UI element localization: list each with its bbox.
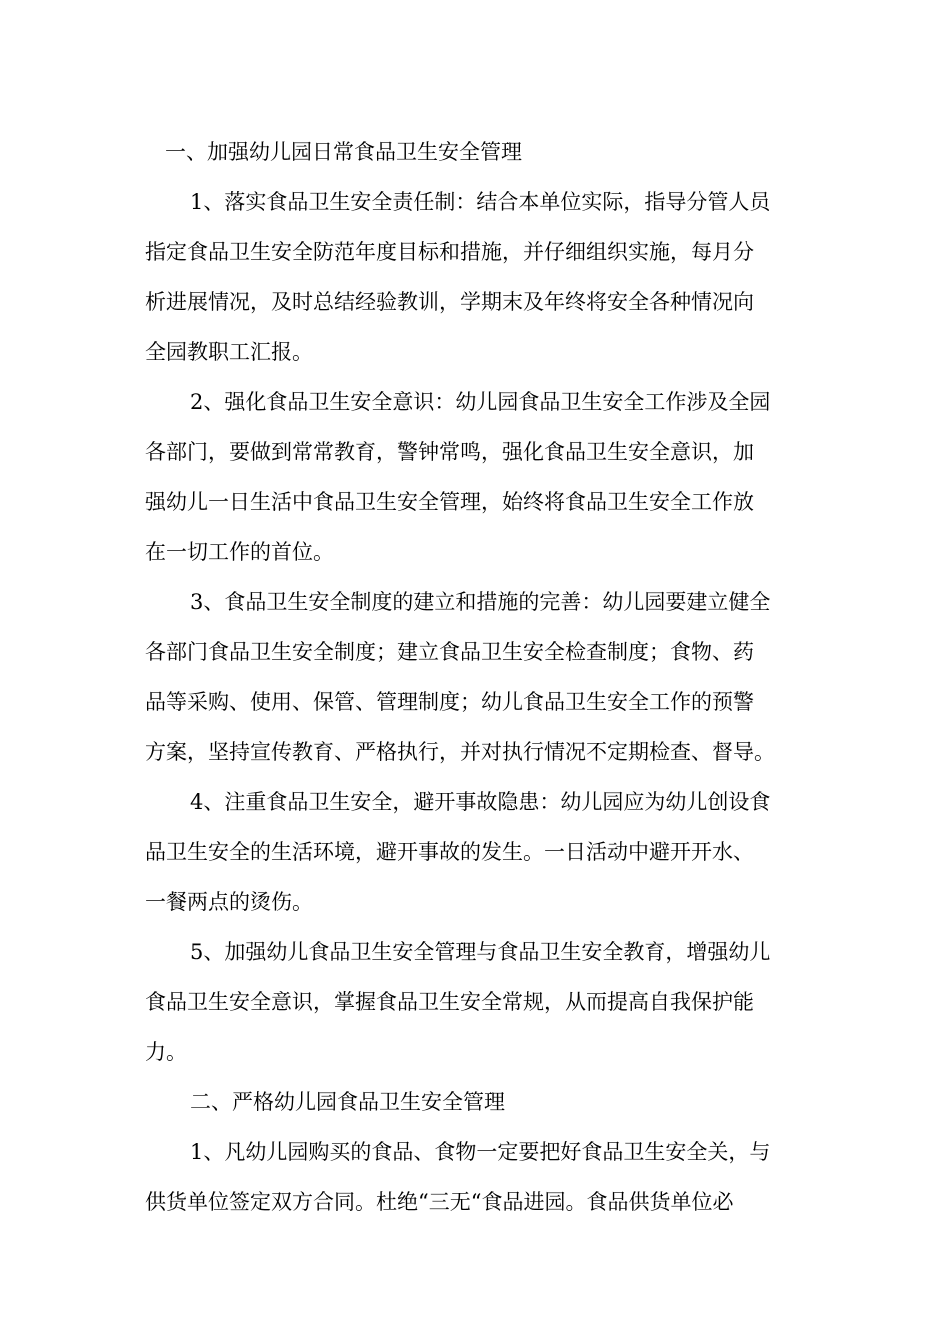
paragraph-1-line-3: 析进展情况，及时总结经验教训，学期末及年终将安全各种情况向 <box>145 290 754 314</box>
paragraph-4-line-2: 品卫生安全的生活环境，避开事故的发生。一日活动中避开开水、 <box>145 840 754 864</box>
paragraph-3-line-3: 品等采购、使用、保管、管理制度；幼儿食品卫生安全工作的预警 <box>145 690 754 714</box>
paragraph-2-line-2: 各部门，要做到常常教育，警钟常鸣，强化食品卫生安全意识，加 <box>145 440 754 464</box>
paragraph-4-line-3: 一餐两点的烫伤。 <box>145 890 313 914</box>
section-heading-2: 二、严格幼儿园食品卫生安全管理 <box>190 1090 505 1114</box>
paragraph-1-line-2: 指定食品卫生安全防范年度目标和措施，并仔细组织实施，每月分 <box>145 240 754 264</box>
paragraph-5-line-2: 食品卫生安全意识，掌握食品卫生安全常规，从而提高自我保护能 <box>145 990 754 1014</box>
paragraph-5-line-3: 力。 <box>145 1040 187 1064</box>
paragraph-3-line-4: 方案，坚持宣传教育、严格执行，并对执行情况不定期检查、督导。 <box>145 740 775 764</box>
paragraph-1-line-4: 全园教职工汇报。 <box>145 340 313 364</box>
paragraph-1-line-1: 1、落实食品卫生安全责任制：结合本单位实际，指导分管人员 <box>190 190 771 214</box>
paragraph-3-line-2: 各部门食品卫生安全制度；建立食品卫生安全检查制度；食物、药 <box>145 640 754 664</box>
paragraph-6-line-2: 供货单位签定双方合同。杜绝“三无“食品进园。食品供货单位必 <box>145 1190 734 1214</box>
paragraph-2-line-4: 在一切工作的首位。 <box>145 540 334 564</box>
paragraph-2-line-1: 2、强化食品卫生安全意识：幼儿园食品卫生安全工作涉及全园 <box>190 390 771 414</box>
paragraph-5-line-1: 5、加强幼儿食品卫生安全管理与食品卫生安全教育，增强幼儿 <box>190 940 771 964</box>
paragraph-3-line-1: 3、食品卫生安全制度的建立和措施的完善：幼儿园要建立健全 <box>190 590 771 614</box>
paragraph-6-line-1: 1、凡幼儿园购买的食品、食物一定要把好食品卫生安全关，与 <box>190 1140 771 1164</box>
paragraph-2-line-3: 强幼儿一日生活中食品卫生安全管理，始终将食品卫生安全工作放 <box>145 490 754 514</box>
section-heading-1: 一、加强幼儿园日常食品卫生安全管理 <box>165 140 522 164</box>
paragraph-4-line-1: 4、注重食品卫生安全，避开事故隐患：幼儿园应为幼儿创设食 <box>190 790 771 814</box>
